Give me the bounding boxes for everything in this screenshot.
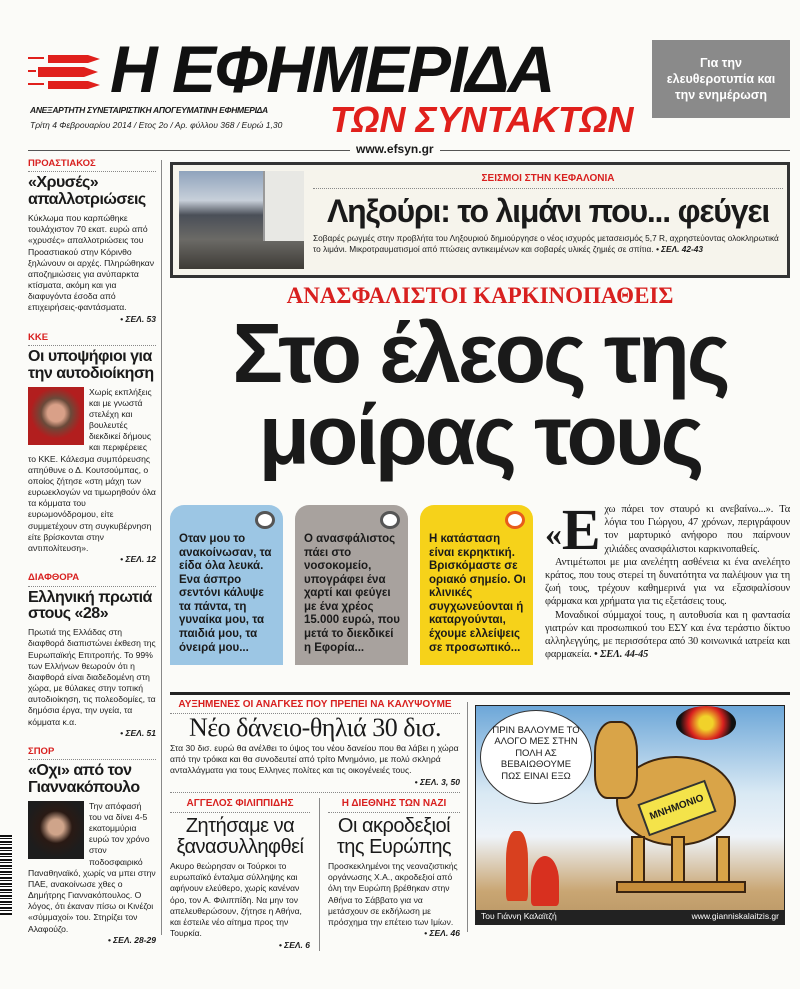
story-text: Την απόφασή του να δίνει 4-5 εκατομμύρια ευρώ τον χρόνο στον ποδοσφαιρικό Παναθηναϊκό, χωρίς να μπει στην ΠΑΕ, ανακοίνωσε χθες ο Δημήτρης Γιαννακόπουλος. Ο λόγος, ότι έκαναν πίσω οι Κινέζοι «σύμμαχοί» του. Στηρίζει τον Αλαφούζο. (28, 800, 156, 934)
quote-text: Η κατάσταση είναι εκρηκτική. Βρισκόμαστε σε οριακό σημείο. Οι κλινικές συγχωνεύονται ή καταργούνται, έχουμε ελλείψεις σε προσωπικό... (429, 533, 526, 654)
quote-box-3 (420, 505, 533, 665)
divider (467, 702, 468, 932)
story-headline[interactable]: Νέο δάνειο-θηλιά 30 δισ. (188, 713, 442, 742)
speech-bubble-icon (255, 511, 275, 529)
pens-logo-icon (28, 52, 103, 92)
page-ref: • ΣΕΛ. 42-43 (655, 243, 703, 254)
headline-line: μοίρας τους (258, 388, 702, 483)
page-ref: • ΣΕΛ. 46 (424, 928, 460, 939)
horse-head (594, 721, 638, 799)
quote-text: Ο ανασφάλιστος πάει στο νοσοκομείο, υπογράφει ένα χαρτί και φεύγει με ένα χρέος 15.000 ευρώ, που μετά το διεκδικεί η Εφορία... (304, 533, 400, 654)
article-paragraph: Μοναδικοί σύμμαχοί τους, η αυτοθυσία και η φαντασία γιατρών και προσωπικού του ΕΣΥ και ένα τεράστιο δίκτυο αλληλεγγύης, με περισσότερα από 30 κοινωνικά ιατρεία και φαρμακεία. • ΣΕΛ. 44-45 (545, 609, 790, 661)
page-ref: • ΣΕΛ. 6 (278, 939, 310, 950)
dateline: Τρίτη 4 Φεβρουαρίου 2014 / Ετος 2ο / Αρ. φύλλου 368 / Ευρώ 1,30 (30, 120, 283, 130)
masthead-title: Η ΕΦΗΜΕΡΙΔΑ (110, 32, 554, 106)
article-paragraph: χω πάρει τον σταυρό κι ανεβαίνω...». Τα λόγια του Γιώργου, 47 χρόνων, περιγράφουν τον μαρτυρικό ανήφορο που παίρνουν χιλιάδες ανασφάλιστοι καρκινοπαθείς. (604, 504, 790, 555)
story-headline[interactable]: Ζητήσαμε να ξανασυλληφθεί (176, 814, 304, 858)
horse-platform (616, 881, 746, 893)
lower-columns (170, 792, 460, 951)
memorandum-sign: ΜΝΗΜΟΝΙΟ (637, 780, 716, 837)
story-kicker: Η ΔΙΕΘΝΗΣ ΤΩΝ ΝΑΖΙ (328, 798, 460, 813)
sidebar (28, 158, 156, 946)
story-headline[interactable]: «Χρυσές» απαλλοτριώσεις (28, 174, 146, 209)
story-headline[interactable]: Ληξούρι: το λιμάνι που... φεύγει (326, 193, 770, 229)
story-kicker: ΣΠΟΡ (28, 746, 156, 760)
article-paragraph: Αντιμέτωποι με μια ανελέητη ασθένεια κι ένα ανελέητο κράτος, που τους στερεί τη δυνατότητα να παλέψουν για τη ζωή τους, τρέχουν καθημερινά για να εξασφαλίσουν φάρμακα και χρήματα για τις εξετάσεις τους. (545, 556, 790, 608)
story-headline[interactable]: Οι ακροδεξιοί της Ευρώπης (336, 814, 452, 858)
koutsoumpas-photo (28, 387, 84, 445)
giannakopoulos-photo (28, 801, 84, 859)
story-kicker: ΣΕΙΣΜΟΙ ΣΤΗΝ ΚΕΦΑΛΟΝΙΑ (313, 173, 783, 189)
story-kicker: ΠΡΟΑΣΤΙΑΚΟΣ (28, 158, 156, 172)
ship-photo-detail (263, 171, 304, 241)
quote-text: Οταν μου το ανακοίνωσαν, τα είδα όλα λευκά. Ενα άσπρο σεντόνι κάλυψε τα πάντα, τη γυναίκα μου, τα παιδιά μου, τα όνειρά μου... (179, 533, 272, 654)
lower-stories (170, 699, 460, 951)
page-ref: • ΣΕΛ. 51 (120, 727, 156, 738)
story-text: Σοβαρές ρωγμές στην προβλήτα του Ληξουριού δημιούργησε ο νέος ισχυρός μετασεισμός 5,7 R, αχρηστεύοντας ολοκληρωτικά το λιμάνι. Μικροτραυματισμοί από πτώσεις αντικειμένων και σοβαρές υλικές ζημιές σε σπίτια. • ΣΕΛ. 42-43 (313, 233, 779, 254)
quote-box-2 (295, 505, 408, 665)
story-kicker: ΚΚΕ (28, 332, 156, 346)
section-rule (170, 692, 790, 695)
motto-box: Για την ελευθεροτυπία και την ενημέρωση (652, 40, 790, 118)
cartoonist-site-link[interactable]: www.gianniskalaitzis.gr (691, 911, 779, 921)
kefalonia-story[interactable] (170, 162, 790, 278)
ribbon-bow (676, 706, 736, 740)
main-headline[interactable] (170, 306, 790, 483)
horse-leg (716, 836, 730, 886)
story-kicker: ΑΥΞΗΜΕΝΕΣ ΟΙ ΑΝΑΓΚΕΣ ΠΟΥ ΠΡΕΠΕΙ ΝΑ ΚΑΛΥΨΟΥΜΕ (170, 699, 460, 714)
speech-bubble-icon (505, 511, 525, 529)
headline-line: Στο έλεος της (232, 306, 728, 400)
soldier-figure (531, 856, 559, 906)
political-cartoon (475, 705, 785, 925)
drop-cap: «Ε (545, 497, 601, 562)
main-kicker: ΑΝΑΣΦΑΛΙΣΤΟΙ ΚΑΡΚΙΝΟΠΑΘΕΙΣ (286, 283, 674, 308)
story-text: Ακυρο θεώρησαν οι Τούρκοι το ευρωπαϊκό ένταλμα σύλληψης και αφήνουν ελεύθερο, χωρίς κανέναν όρο, τον Α. Φιλιππίδη. Να μην τον απελευθερώσουν, ζήτησε η Αθήνα, και έστειλε νέο αίτημα προς την Τουρκία. (170, 860, 302, 939)
story-text: Πρωτιά της Ελλάδας στη διαφθορά διαπιστώνει έκθεση της Ευρωπαϊκής Επιτροπής. Το 99% των Ελλήνων θεωρούν ότι η διαφθορά είναι διαδεδομένη στη χώρα, με θύλακες στην τοπική αυτοδιοίκηση, τις πολεοδομίες, τα δημόσια έργα, την υγεία, τα κόμματα κ.α. (28, 627, 156, 727)
story-headline[interactable]: Ελληνική πρωτιά στους «28» (28, 588, 152, 623)
cartoon-credit: Του Γιάννη Καλαϊτζή (481, 911, 557, 921)
speech-bubble: ΠΡΙΝ ΒΑΛΟΥΜΕ ΤΟ ΑΛΟΓΟ ΜΕΣ ΣΤΗΝ ΠΟΛΗ ΑΣ ΒΕΒΑΙΩΘΟΥΜΕ ΠΩΣ ΕΙΝΑΙ ΕΞΩ (480, 710, 592, 804)
page-ref: • ΣΕΛ. 3, 50 (414, 776, 460, 787)
story-text: Χωρίς εκπλήξεις και με γνωστά στελέχη και βουλευτές διεκδικεί δήμους και περιφέρειες το ΚΚΕ. Κάλεσμα συμπόρευσης απηύθυνε ο Δ. Κουτσούμπας, ο οποίος ζήτησε «στη μάχη των ευρωεκλογών να τιμωρηθούν όλα τα κόμματα του ευρωμονόδρομου, είτε συμμετέχουν στη συγκυβέρνηση είτε βρίσκονται στην αντιπολίτευση». (28, 386, 156, 553)
loan-story[interactable] (170, 699, 460, 788)
story-text: Κύκλωμα που καρπώθηκε τουλάχιστον 70 εκατ. ευρώ από «χρυσές» απαλλοτριώσεις του Προαστιακού στην Κόρινθο ξηλώνουν οι αρχές. Πληρώθηκαν αποζημιώσεις για ανύπαρκτα κτίσματα, ακόμη και για διαφυγόντα έσοδα από επιχειρήσεις-φαντάσματα. (28, 212, 155, 313)
masthead-subtitle: ΤΩΝ ΣΥΝΤΑΚΤΩΝ (330, 99, 634, 140)
page-ref: • ΣΕΛ. 12 (120, 554, 156, 565)
masthead-tagline: ΑΝΕΞΑΡΤΗΤΗ ΣΥΝΕΤΑΙΡΙΣΤΙΚΗ ΑΠΟΓΕΥΜΑΤΙΝΗ ΕΦΗΜΕΡΙΔΑ (30, 105, 268, 115)
barcode (0, 835, 12, 915)
horse-leg (631, 836, 645, 886)
sidebar-story-spor[interactable] (28, 746, 156, 946)
soldier-figure (506, 831, 528, 901)
story-headline[interactable]: Οι υποψήφιοι για την αυτοδιοίκηση (28, 347, 154, 382)
quote-box-1 (170, 505, 283, 665)
speech-bubble-icon (380, 511, 400, 529)
main-article (545, 497, 790, 661)
philippidis-story[interactable] (170, 798, 310, 951)
story-headline[interactable]: «Οχι» από τον Γιαννακόπουλο (28, 762, 140, 796)
sidebar-story-kke[interactable] (28, 332, 156, 566)
site-url-link[interactable]: www.efsyn.gr (350, 143, 440, 156)
horse-leg (671, 836, 685, 886)
nazi-story[interactable] (319, 798, 460, 951)
column-divider (161, 160, 162, 935)
cartoon-credit-bar (476, 910, 784, 924)
sidebar-story-diafthora[interactable] (28, 572, 156, 739)
page-ref: • ΣΕΛ. 53 (120, 313, 156, 324)
story-text: Στα 30 δισ. ευρώ θα ανέλθει το ύψος του νέου δανείου που θα λάβει η χώρα από την τρόικα και θα συνοδευτεί από τρίτο Μνημόνιο, με πολύ σκληρά ανταλλάγματα για τους Ελληνες πολίτες και τις οικογένειές τους. (170, 742, 459, 776)
story-kicker: ΑΓΓΕΛΟΣ ΦΙΛΙΠΠΙΔΗΣ (170, 798, 310, 813)
page-ref: • ΣΕΛ. 28-29 (107, 934, 156, 945)
page-ref: • ΣΕΛ. 44-45 (594, 649, 649, 661)
sidebar-story-proastiakos[interactable] (28, 158, 156, 325)
story-text: Προσκεκλημένοι της νεοναζιστικής οργάνωσης Χ.Α., ακροδεξιοί από όλη την Ευρώπη βρέθηκαν στην Αθήνα το Σάββατο για να μετάσχουν σε εκδήλωση με πρόσχημα την επέτειο των Ιμίων. (328, 860, 458, 928)
story-kicker: ΔΙΑΦΘΟΡΑ (28, 572, 156, 586)
